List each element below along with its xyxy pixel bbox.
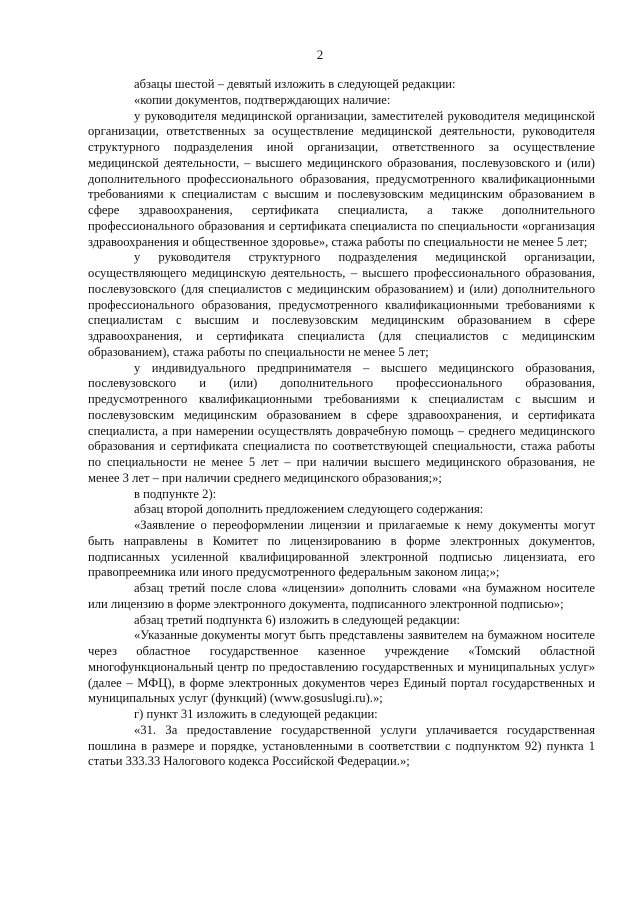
paragraph: у руководителя структурного подразделения медицинской организации, осуществляющего медицинскую деятельность, – высшего профессионального образования, послевузовского (для специалистов с медицинским образованием) и (или) дополнительного профессионального образования, предусмотренного квалификационными требованиями к специалистам с высшим и послевузовским медицинским образованием в сфере здравоохранения, и сертификата специалиста (для специалистов с медицинским образованием), стажа работы по специальности не менее 5 лет; xyxy=(88,250,595,359)
paragraph: абзац третий после слова «лицензии» дополнить словами «на бумажном носителе или лицензию в форме электронного документа, подписанного электронной подписью»; xyxy=(88,581,595,611)
paragraph: абзацы шестой – девятый изложить в следующей редакции: xyxy=(134,77,456,91)
paragraph: «Указанные документы могут быть представлены заявителем на бумажном носителе через областное государственное казенное учреждение «Томский областной многофункциональный центр по предоставлению государственных и муниципальных услуг» (далее – МФЦ), в форме электронных документов через Единый портал государственных и муниципальных услуг (функций) (www.gosuslugi.ru).»; xyxy=(88,628,595,706)
document-body xyxy=(88,77,595,770)
paragraph: абзац третий подпункта 6) изложить в следующей редакции: xyxy=(134,612,461,627)
paragraph: «копии документов, подтверждающих наличие: xyxy=(134,92,391,107)
paragraph: г) пункт 31 изложить в следующей редакции: xyxy=(134,707,378,721)
paragraph: в подпункте 2): xyxy=(134,486,217,501)
paragraph: абзац второй дополнить предложением следующего содержания: xyxy=(134,502,484,517)
paragraph: «Заявление о переоформлении лицензии и прилагаемые к нему документы могут быть направлены в Комитет по лицензированию в форме электронных документов, подписанных усиленной квалифицированной электронной подписью лицензиата, его правопреемника или иного предусмотренного федеральным законом лица;»; xyxy=(88,518,595,580)
page-number: 2 xyxy=(316,47,324,62)
paragraph: у руководителя медицинской организации, заместителей руководителя медицинской организации, ответственных за осуществление медицинской деятельности, руководителя структурного подразделения иной организации, ответственного за осуществление медицинской деятельности, – высшего медицинского образования, послевузовского и (или) дополнительного профессионального образования, предусмотренного квалификационными требованиями к специалистам с высшим и послевузовским медицинским образованием в сфере здравоохранения, сертификата специалиста, а также дополнительного профессионального образования и сертификата специалиста по специальности «организация здравоохранения и общественное здоровье», стажа работы по специальности не менее 5 лет; xyxy=(88,108,595,249)
paragraph: у индивидуального предпринимателя – высшего медицинского образования, послевузовского и (или) дополнительного профессионального образования, предусмотренного квалификационными требованиями к специалистам с высшим и послевузовским медицинским образованием в сфере здравоохранения, и сертификата специалиста, а при намерении осуществлять доврачебную помощь – среднего медицинского образования и сертификата специалиста по соответствующей специальности, стажа работы по специальности не менее 5 лет – при наличии высшего медицинского образования, не менее 3 лет – при наличии среднего медицинского образования;»; xyxy=(88,360,595,485)
paragraph: «31. За предоставление государственной услуги уплачивается государственная пошлина в размере и порядке, установленными в соответствии с подпунктом 92) пункта 1 статьи 333.33 Налогового кодекса Российской Федерации.»; xyxy=(88,722,595,769)
